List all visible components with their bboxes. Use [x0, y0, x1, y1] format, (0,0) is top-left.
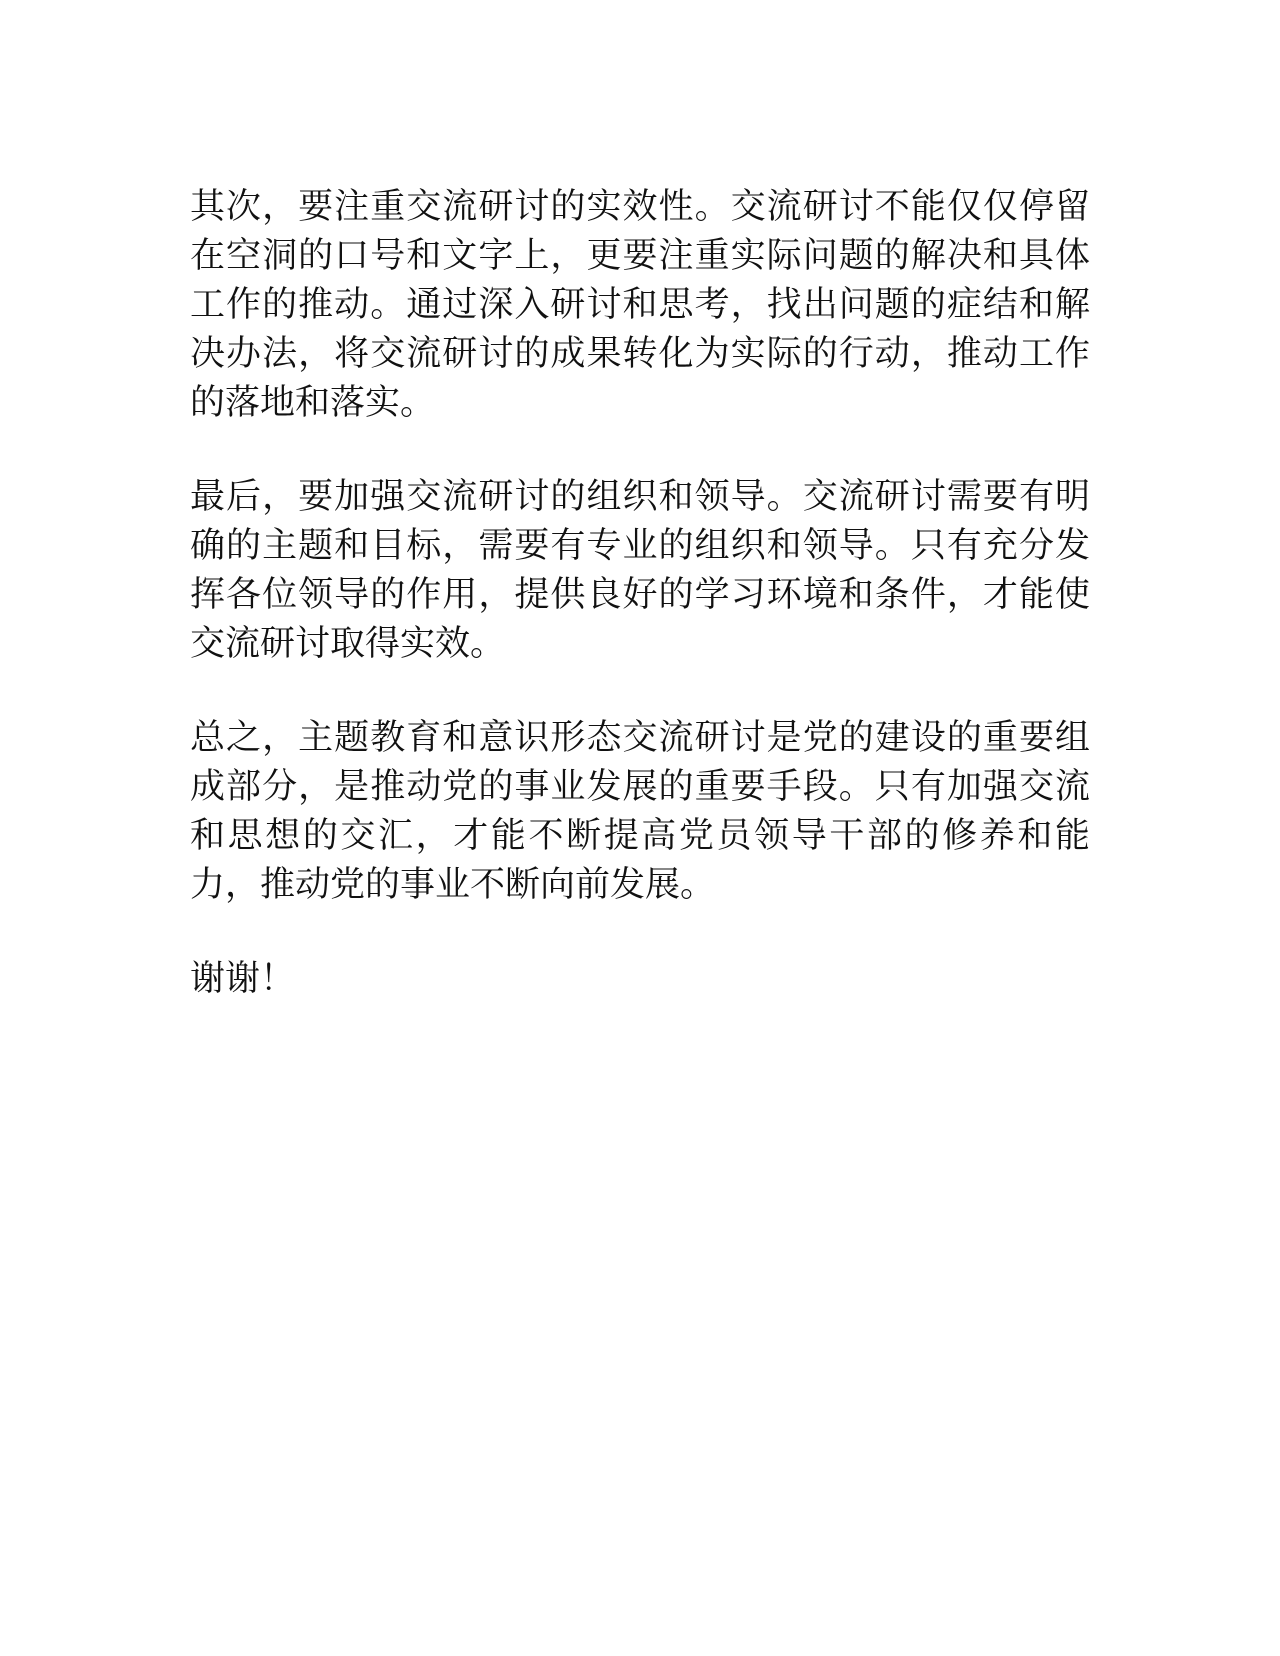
- document-body: [190, 183, 1090, 1049]
- paragraph-conclusion: 总之，主题教育和意识形态交流研讨是党的建设的重要组成部分，是推动党的事业发展的重要手段。只有加强交流和思想的交汇，才能不断提高党员领导干部的修养和能力，推动党的事业不断向前发展。: [190, 718, 1090, 905]
- paragraph-thanks: 谢谢！: [190, 959, 296, 999]
- paragraph-effectiveness: 其次，要注重交流研讨的实效性。交流研讨不能仅仅停留在空洞的口号和文字上，更要注重实际问题的解决和具体工作的推动。通过深入研讨和思考，找出问题的症结和解决办法，将交流研讨的成果转化为实际的行动，推动工作的落地和落实。: [190, 187, 1090, 423]
- paragraph-organization: 最后，要加强交流研讨的组织和领导。交流研讨需要有明确的主题和目标，需要有专业的组织和领导。只有充分发挥各位领导的作用，提供良好的学习环境和条件，才能使交流研讨取得实效。: [190, 477, 1090, 664]
